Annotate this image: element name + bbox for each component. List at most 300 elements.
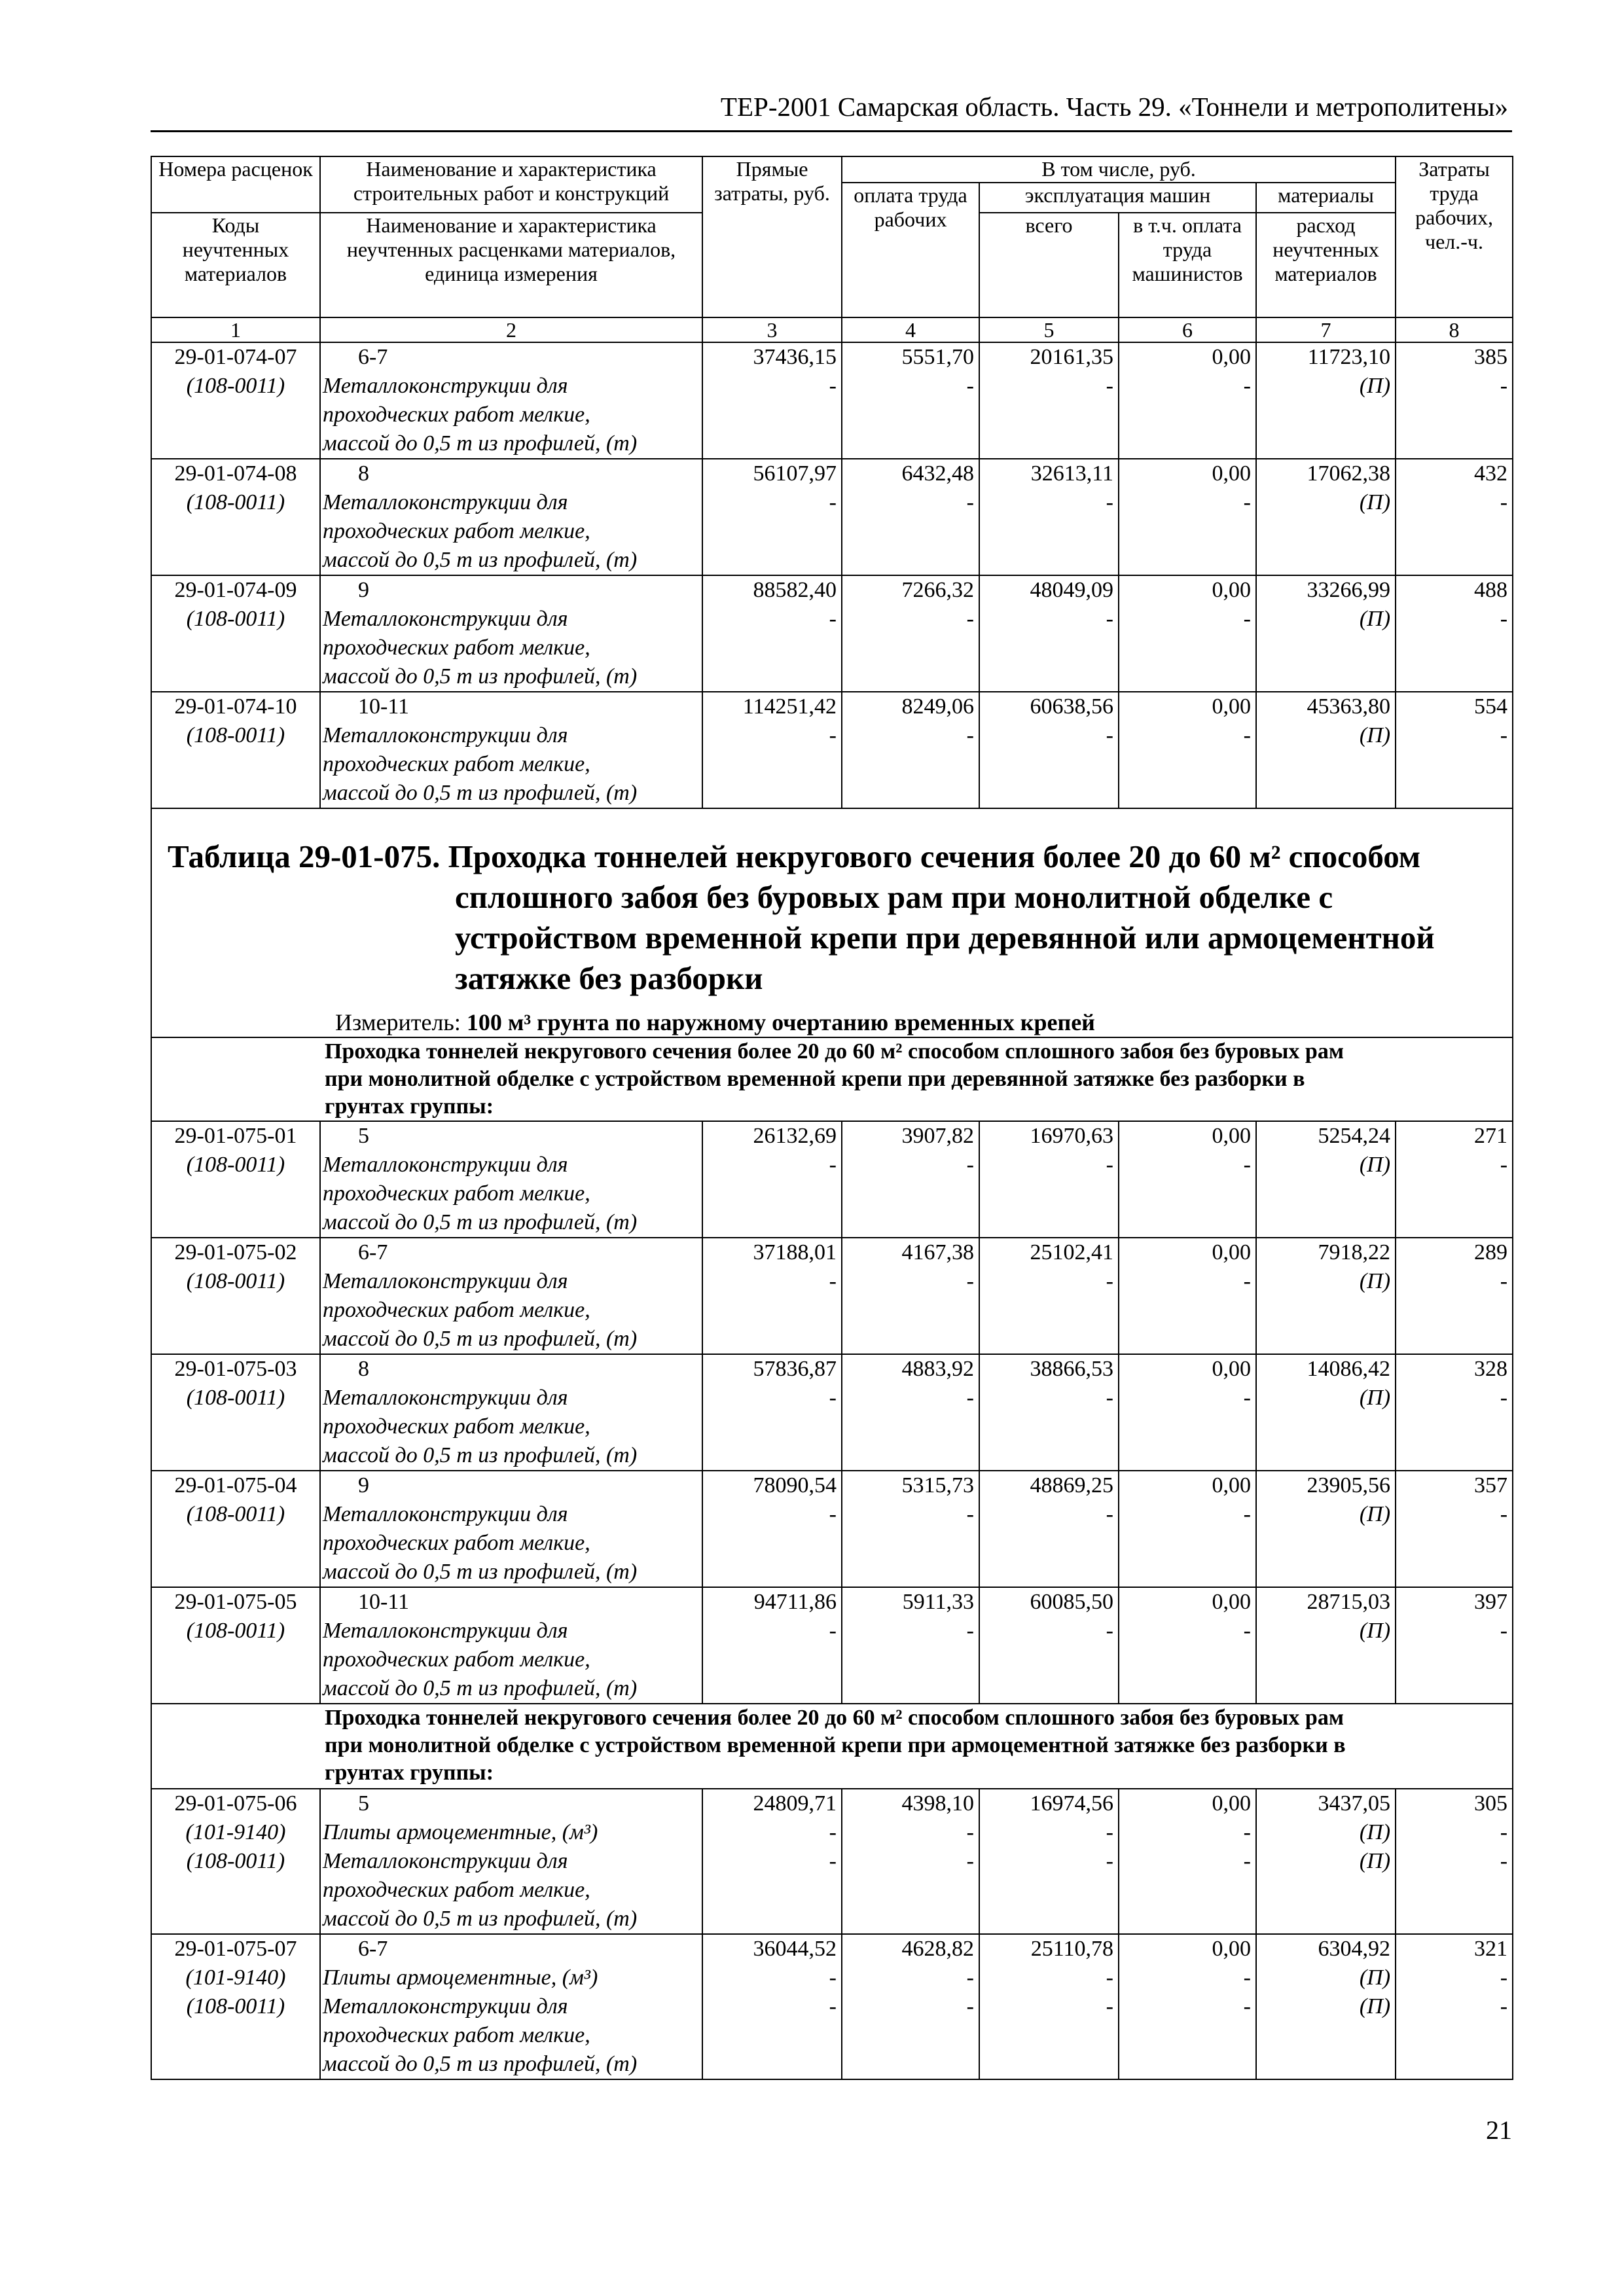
material-mark: (П) bbox=[1359, 1619, 1391, 1643]
direct-costs-cell bbox=[702, 1789, 842, 1934]
labor-hours-cell bbox=[1396, 1121, 1513, 1238]
header-including: В том числе, руб. bbox=[842, 156, 1396, 183]
direct-costs: 37188,01 bbox=[753, 1240, 837, 1265]
material-code: (108-0011) bbox=[186, 374, 285, 398]
material-mark: (П) bbox=[1359, 607, 1391, 631]
workers-wages: 4883,92 bbox=[901, 1357, 974, 1381]
labor-hours-cell bbox=[1396, 1789, 1513, 1934]
direct-costs: 114251,42 bbox=[742, 694, 837, 719]
material-mark: - bbox=[1500, 1820, 1508, 1844]
material-mark: (П) bbox=[1359, 1386, 1391, 1410]
machinists-wages: 0,00 bbox=[1212, 461, 1251, 486]
material-name: Металлоконструкции для bbox=[323, 1502, 568, 1526]
soil-group: 6-7 bbox=[358, 345, 388, 369]
machines-total: 48869,25 bbox=[1030, 1473, 1113, 1498]
material-mark: (П) bbox=[1359, 1849, 1391, 1873]
material-mark: - bbox=[966, 490, 974, 514]
material-mark: - bbox=[829, 1820, 837, 1844]
labor-hours: 397 bbox=[1474, 1590, 1508, 1614]
subsection-line: Проходка тоннелей некругового сечения более 20 до 60 м² способом сплошного забоя без буровых рам bbox=[325, 1039, 1344, 1064]
machines-total-cell bbox=[979, 575, 1119, 692]
rate-row bbox=[151, 1238, 1513, 1354]
material-mark: (П) bbox=[1359, 1502, 1391, 1526]
soil-group: 6-7 bbox=[358, 1240, 388, 1265]
material-name: проходческих работ мелкие, bbox=[323, 1298, 590, 1322]
material-mark: (П) bbox=[1359, 374, 1391, 398]
material-mark: (П) bbox=[1359, 723, 1391, 747]
material-mark: - bbox=[966, 1994, 974, 2018]
material-mark: - bbox=[1500, 1502, 1508, 1526]
subsection-heading bbox=[151, 1704, 1513, 1789]
workers-wages-cell bbox=[842, 1354, 979, 1471]
work-description-cell bbox=[320, 1121, 702, 1238]
machines-total-cell bbox=[979, 1934, 1119, 2079]
machines-total: 25102,41 bbox=[1030, 1240, 1113, 1265]
material-mark: - bbox=[1243, 1965, 1251, 1990]
machinists-wages: 0,00 bbox=[1212, 1124, 1251, 1148]
header-machines: эксплуатация машин bbox=[979, 183, 1256, 213]
measure-label: Измеритель: bbox=[335, 1009, 461, 1035]
machines-total: 16970,63 bbox=[1030, 1124, 1113, 1148]
material-mark: - bbox=[1243, 374, 1251, 398]
materials-cost-cell bbox=[1256, 1471, 1396, 1587]
labor-hours-cell bbox=[1396, 1934, 1513, 2079]
material-mark: - bbox=[966, 1849, 974, 1873]
material-mark: (П) bbox=[1359, 1820, 1391, 1844]
material-name: Металлоконструкции для bbox=[323, 490, 568, 514]
labor-hours-cell bbox=[1396, 692, 1513, 808]
workers-wages-cell bbox=[842, 575, 979, 692]
machinists-wages-cell bbox=[1119, 1354, 1256, 1471]
machinists-wages-cell bbox=[1119, 692, 1256, 808]
rate-row bbox=[151, 342, 1513, 459]
machines-total-cell bbox=[979, 1587, 1119, 1704]
material-mark: - bbox=[1106, 1849, 1113, 1873]
table-title-line: сплошного забоя без буровых рам при монолитной обделке с bbox=[455, 879, 1333, 915]
rate-row bbox=[151, 1789, 1513, 1934]
machines-total-cell bbox=[979, 1238, 1119, 1354]
rate-code-cell bbox=[151, 459, 320, 575]
material-mark: - bbox=[966, 1502, 974, 1526]
material-mark: - bbox=[1106, 1502, 1113, 1526]
table-title bbox=[152, 836, 1512, 999]
workers-wages: 8249,06 bbox=[901, 694, 974, 719]
material-mark: - bbox=[966, 723, 974, 747]
soil-group: 8 bbox=[358, 461, 369, 486]
direct-costs-cell bbox=[702, 575, 842, 692]
material-name: проходческих работ мелкие, bbox=[323, 1647, 590, 1672]
column-number: 7 bbox=[1256, 317, 1396, 342]
machinists-wages-cell bbox=[1119, 459, 1256, 575]
materials-cost-cell bbox=[1256, 1354, 1396, 1471]
direct-costs: 78090,54 bbox=[753, 1473, 837, 1498]
materials-cost: 28715,03 bbox=[1307, 1590, 1391, 1614]
rate-code: 29-01-074-10 bbox=[174, 694, 297, 719]
subsection-line: при монолитной обделке с устройством временной крепи при армоцементной затяжке без разборки в bbox=[325, 1733, 1346, 1757]
table-title-line: затяжке без разборки bbox=[455, 960, 763, 996]
header-machines-total: всего bbox=[979, 213, 1119, 317]
material-name: Металлоконструкции для bbox=[323, 723, 568, 747]
rate-code-cell bbox=[151, 575, 320, 692]
material-mark: - bbox=[1106, 1386, 1113, 1410]
labor-hours: 328 bbox=[1474, 1357, 1508, 1381]
workers-wages: 5315,73 bbox=[901, 1473, 974, 1498]
material-mark: - bbox=[1500, 723, 1508, 747]
material-mark: (П) bbox=[1359, 1994, 1391, 2018]
machines-total-cell bbox=[979, 1789, 1119, 1934]
materials-cost-cell bbox=[1256, 1789, 1396, 1934]
labor-hours: 271 bbox=[1474, 1124, 1508, 1148]
rate-code-cell bbox=[151, 1121, 320, 1238]
material-mark: - bbox=[829, 1502, 837, 1526]
material-name: Металлоконструкции для bbox=[323, 1269, 568, 1293]
labor-hours: 488 bbox=[1474, 578, 1508, 602]
direct-costs: 56107,97 bbox=[753, 461, 837, 486]
subsection-line: Проходка тоннелей некругового сечения более 20 до 60 м² способом сплошного забоя без буровых рам bbox=[325, 1706, 1344, 1730]
material-mark: - bbox=[1243, 1269, 1251, 1293]
material-mark: - bbox=[1243, 490, 1251, 514]
material-mark: - bbox=[1106, 1965, 1113, 1990]
soil-group: 10-11 bbox=[358, 694, 410, 719]
material-mark: - bbox=[966, 1820, 974, 1844]
machinists-wages: 0,00 bbox=[1212, 1240, 1251, 1265]
material-mark: (П) bbox=[1359, 490, 1391, 514]
material-mark: - bbox=[1243, 1502, 1251, 1526]
material-code: (108-0011) bbox=[186, 607, 285, 631]
machinists-wages-cell bbox=[1119, 1121, 1256, 1238]
rates-table bbox=[151, 156, 1513, 2080]
material-code: (108-0011) bbox=[186, 1619, 285, 1643]
materials-cost-cell bbox=[1256, 342, 1396, 459]
column-number: 4 bbox=[842, 317, 979, 342]
workers-wages: 7266,32 bbox=[901, 578, 974, 602]
material-mark: - bbox=[1106, 607, 1113, 631]
labor-hours-cell bbox=[1396, 1471, 1513, 1587]
material-name: массой до 0,5 т из профилей, (т) bbox=[323, 1327, 638, 1351]
labor-hours: 385 bbox=[1474, 345, 1508, 369]
material-code: (108-0011) bbox=[186, 1849, 285, 1873]
column-number: 5 bbox=[979, 317, 1119, 342]
material-mark: - bbox=[966, 1619, 974, 1643]
table-title-line: устройством временной крепи при деревянной или армоцементной bbox=[455, 920, 1435, 956]
materials-cost: 7918,22 bbox=[1318, 1240, 1391, 1265]
material-mark: - bbox=[1243, 1619, 1251, 1643]
materials-cost-cell bbox=[1256, 575, 1396, 692]
material-name: массой до 0,5 т из профилей, (т) bbox=[323, 1907, 638, 1931]
rate-code: 29-01-074-07 bbox=[174, 345, 297, 369]
machinists-wages-cell bbox=[1119, 575, 1256, 692]
material-mark: - bbox=[829, 1849, 837, 1873]
rate-row bbox=[151, 1587, 1513, 1704]
material-mark: (П) bbox=[1359, 1269, 1391, 1293]
labor-hours-cell bbox=[1396, 575, 1513, 692]
work-description-cell bbox=[320, 575, 702, 692]
machinists-wages-cell bbox=[1119, 1238, 1256, 1354]
materials-cost-cell bbox=[1256, 1238, 1396, 1354]
material-mark: - bbox=[1500, 1619, 1508, 1643]
machinists-wages-cell bbox=[1119, 1934, 1256, 2079]
rate-row bbox=[151, 459, 1513, 575]
material-name: проходческих работ мелкие, bbox=[323, 1181, 590, 1206]
material-name: массой до 0,5 т из профилей, (т) bbox=[323, 1560, 638, 1584]
direct-costs: 57836,87 bbox=[753, 1357, 837, 1381]
machinists-wages-cell bbox=[1119, 1789, 1256, 1934]
material-mark: - bbox=[1500, 1153, 1508, 1177]
machinists-wages: 0,00 bbox=[1212, 1937, 1251, 1961]
materials-cost: 5254,24 bbox=[1318, 1124, 1391, 1148]
header-direct-costs: Прямые затраты, руб. bbox=[702, 156, 842, 317]
material-mark: - bbox=[1243, 1849, 1251, 1873]
rate-code: 29-01-075-03 bbox=[174, 1357, 297, 1381]
materials-cost: 17062,38 bbox=[1307, 461, 1391, 486]
material-name: проходческих работ мелкие, bbox=[323, 752, 590, 776]
header-unaccounted-materials: расход неучтенных материалов bbox=[1256, 213, 1396, 317]
header-col2-top: Наименование и характеристика строительных работ и конструкций bbox=[320, 156, 702, 213]
material-mark: - bbox=[1500, 1849, 1508, 1873]
material-code: (101-9140) bbox=[185, 1820, 286, 1844]
machinists-wages: 0,00 bbox=[1212, 1473, 1251, 1498]
material-mark: - bbox=[1500, 1994, 1508, 2018]
material-mark: - bbox=[829, 1619, 837, 1643]
direct-costs-cell bbox=[702, 692, 842, 808]
material-code: (108-0011) bbox=[186, 1269, 285, 1293]
material-code: (101-9140) bbox=[185, 1965, 286, 1990]
material-mark: - bbox=[1243, 1994, 1251, 2018]
material-mark: - bbox=[966, 1965, 974, 1990]
rate-row bbox=[151, 1934, 1513, 2079]
table-title-row bbox=[151, 808, 1513, 1037]
material-name: массой до 0,5 т из профилей, (т) bbox=[323, 1443, 638, 1467]
material-name: Металлоконструкции для bbox=[323, 1994, 568, 2018]
machines-total: 16974,56 bbox=[1030, 1791, 1113, 1816]
soil-group: 9 bbox=[358, 1473, 369, 1498]
soil-group: 5 bbox=[358, 1124, 369, 1148]
workers-wages: 4167,38 bbox=[901, 1240, 974, 1265]
material-name: Металлоконструкции для bbox=[323, 374, 568, 398]
material-mark: - bbox=[1500, 1965, 1508, 1990]
labor-hours-cell bbox=[1396, 1238, 1513, 1354]
machines-total: 48049,09 bbox=[1030, 578, 1113, 602]
soil-group: 5 bbox=[358, 1791, 369, 1816]
header-col1-top: Номера расценок bbox=[151, 156, 320, 213]
material-mark: - bbox=[1106, 374, 1113, 398]
material-name: массой до 0,5 т из профилей, (т) bbox=[323, 548, 638, 572]
material-mark: - bbox=[966, 374, 974, 398]
rate-code-cell bbox=[151, 1789, 320, 1934]
material-name: проходческих работ мелкие, bbox=[323, 1531, 590, 1555]
material-mark: - bbox=[1243, 723, 1251, 747]
header-col2-bottom: Наименование и характеристика неучтенных расценками материалов, единица измерения bbox=[320, 213, 702, 317]
direct-costs-cell bbox=[702, 1587, 842, 1704]
material-mark: - bbox=[1243, 1386, 1251, 1410]
work-description-cell bbox=[320, 342, 702, 459]
material-name: Металлоконструкции для bbox=[323, 1386, 568, 1410]
material-mark: - bbox=[1106, 1619, 1113, 1643]
workers-wages: 4628,82 bbox=[901, 1937, 974, 1961]
machines-total-cell bbox=[979, 1354, 1119, 1471]
work-description-cell bbox=[320, 692, 702, 808]
rate-code-cell bbox=[151, 1354, 320, 1471]
machines-total: 32613,11 bbox=[1030, 461, 1113, 486]
labor-hours: 305 bbox=[1474, 1791, 1508, 1816]
work-description-cell bbox=[320, 1789, 702, 1934]
measure-value: 100 м³ грунта по наружному очертанию временных крепей bbox=[466, 1009, 1095, 1035]
workers-wages: 5911,33 bbox=[902, 1590, 974, 1614]
machines-total-cell bbox=[979, 342, 1119, 459]
workers-wages-cell bbox=[842, 1934, 979, 2079]
material-name: проходческих работ мелкие, bbox=[323, 2023, 590, 2047]
material-name: проходческих работ мелкие, bbox=[323, 519, 590, 543]
materials-cost-cell bbox=[1256, 692, 1396, 808]
materials-cost: 33266,99 bbox=[1307, 578, 1391, 602]
labor-hours-cell bbox=[1396, 1587, 1513, 1704]
material-mark: - bbox=[1106, 1153, 1113, 1177]
machines-total-cell bbox=[979, 1471, 1119, 1587]
material-mark: - bbox=[1243, 607, 1251, 631]
material-mark: - bbox=[1500, 1386, 1508, 1410]
direct-costs-cell bbox=[702, 342, 842, 459]
material-mark: - bbox=[829, 374, 837, 398]
direct-costs-cell bbox=[702, 1354, 842, 1471]
materials-cost: 14086,42 bbox=[1307, 1357, 1391, 1381]
material-mark: (П) bbox=[1359, 1153, 1391, 1177]
material-mark: - bbox=[1106, 723, 1113, 747]
material-mark: - bbox=[966, 1269, 974, 1293]
material-name: массой до 0,5 т из профилей, (т) bbox=[323, 1210, 638, 1234]
labor-hours: 432 bbox=[1474, 461, 1508, 486]
material-mark: - bbox=[1243, 1153, 1251, 1177]
material-mark: - bbox=[966, 1153, 974, 1177]
materials-cost-cell bbox=[1256, 1121, 1396, 1238]
header-col1-bottom: Коды неучтенных материалов bbox=[151, 213, 320, 317]
labor-hours-cell bbox=[1396, 1354, 1513, 1471]
material-mark: - bbox=[829, 607, 837, 631]
material-name: Металлоконструкции для bbox=[323, 1619, 568, 1643]
machines-total-cell bbox=[979, 459, 1119, 575]
machinists-wages: 0,00 bbox=[1212, 1590, 1251, 1614]
column-number: 2 bbox=[320, 317, 702, 342]
material-name: Плиты армоцементные, (м³) bbox=[323, 1820, 598, 1844]
workers-wages: 4398,10 bbox=[901, 1791, 974, 1816]
header-rule bbox=[151, 130, 1512, 132]
material-mark: - bbox=[966, 1386, 974, 1410]
machinists-wages-cell bbox=[1119, 342, 1256, 459]
machines-total-cell bbox=[979, 1121, 1119, 1238]
direct-costs-cell bbox=[702, 1121, 842, 1238]
material-name: Металлоконструкции для bbox=[323, 1153, 568, 1177]
machines-total: 25110,78 bbox=[1030, 1937, 1113, 1961]
material-mark: - bbox=[829, 1994, 837, 2018]
soil-group: 10-11 bbox=[358, 1590, 410, 1614]
direct-costs-cell bbox=[702, 1934, 842, 2079]
column-number: 1 bbox=[151, 317, 320, 342]
rate-code-cell bbox=[151, 1471, 320, 1587]
soil-group: 6-7 bbox=[358, 1937, 388, 1961]
column-number: 6 bbox=[1119, 317, 1256, 342]
material-mark: - bbox=[829, 1269, 837, 1293]
workers-wages-cell bbox=[842, 1587, 979, 1704]
materials-cost: 45363,80 bbox=[1307, 694, 1391, 719]
soil-group: 8 bbox=[358, 1357, 369, 1381]
material-mark: - bbox=[1500, 490, 1508, 514]
material-mark: - bbox=[1500, 374, 1508, 398]
materials-cost: 23905,56 bbox=[1307, 1473, 1391, 1498]
subsection-line: при монолитной обделке с устройством временной крепи при деревянной затяжке без разборки в bbox=[325, 1067, 1305, 1091]
direct-costs: 37436,15 bbox=[753, 345, 837, 369]
rate-code-cell bbox=[151, 1238, 320, 1354]
machinists-wages: 0,00 bbox=[1212, 694, 1251, 719]
material-mark: - bbox=[1500, 1269, 1508, 1293]
machines-total: 60638,56 bbox=[1030, 694, 1113, 719]
material-mark: - bbox=[829, 1153, 837, 1177]
labor-hours-cell bbox=[1396, 459, 1513, 575]
material-mark: - bbox=[1243, 1820, 1251, 1844]
work-description-cell bbox=[320, 1238, 702, 1354]
machinists-wages: 0,00 bbox=[1212, 345, 1251, 369]
rate-code-cell bbox=[151, 1934, 320, 2079]
material-name: проходческих работ мелкие, bbox=[323, 403, 590, 427]
rate-code-cell bbox=[151, 342, 320, 459]
rate-code: 29-01-075-06 bbox=[174, 1791, 297, 1816]
work-description-cell bbox=[320, 1471, 702, 1587]
material-name: проходческих работ мелкие, bbox=[323, 1878, 590, 1902]
column-number: 3 bbox=[702, 317, 842, 342]
material-mark: - bbox=[829, 723, 837, 747]
soil-group: 9 bbox=[358, 578, 369, 602]
material-mark: - bbox=[1106, 490, 1113, 514]
work-description-cell bbox=[320, 1354, 702, 1471]
material-name: проходческих работ мелкие, bbox=[323, 1414, 590, 1439]
machinists-wages: 0,00 bbox=[1212, 1357, 1251, 1381]
rate-row bbox=[151, 575, 1513, 692]
workers-wages-cell bbox=[842, 1121, 979, 1238]
labor-hours: 321 bbox=[1474, 1937, 1508, 1961]
direct-costs-cell bbox=[702, 1238, 842, 1354]
workers-wages-cell bbox=[842, 1471, 979, 1587]
header-labor: Затраты труда рабочих, чел.-ч. bbox=[1396, 156, 1513, 317]
direct-costs: 88582,40 bbox=[753, 578, 837, 602]
work-description-cell bbox=[320, 1934, 702, 2079]
material-name: массой до 0,5 т из профилей, (т) bbox=[323, 1676, 638, 1700]
labor-hours: 554 bbox=[1474, 694, 1508, 719]
direct-costs-cell bbox=[702, 1471, 842, 1587]
materials-cost-cell bbox=[1256, 1934, 1396, 2079]
subsection-heading bbox=[151, 1037, 1513, 1121]
subsection-line: грунтах группы: bbox=[325, 1761, 494, 1785]
workers-wages-cell bbox=[842, 1789, 979, 1934]
rate-row bbox=[151, 1354, 1513, 1471]
rate-code: 29-01-074-08 bbox=[174, 461, 297, 486]
rate-row bbox=[151, 692, 1513, 808]
labor-hours-cell bbox=[1396, 342, 1513, 459]
material-code: (108-0011) bbox=[186, 1994, 285, 2018]
material-mark: - bbox=[966, 607, 974, 631]
materials-cost-cell bbox=[1256, 459, 1396, 575]
material-code: (108-0011) bbox=[186, 1386, 285, 1410]
material-mark: - bbox=[829, 1965, 837, 1990]
work-description-cell bbox=[320, 459, 702, 575]
header-materials: материалы bbox=[1256, 183, 1396, 213]
rate-code: 29-01-075-02 bbox=[174, 1240, 297, 1265]
work-description-cell bbox=[320, 1587, 702, 1704]
running-title: ТЕР-2001 Самарская область. Часть 29. «Тоннели и метрополитены» bbox=[720, 92, 1508, 122]
workers-wages-cell bbox=[842, 1238, 979, 1354]
workers-wages: 6432,48 bbox=[901, 461, 974, 486]
machinists-wages-cell bbox=[1119, 1587, 1256, 1704]
rate-code: 29-01-075-07 bbox=[174, 1937, 297, 1961]
material-mark: (П) bbox=[1359, 1965, 1391, 1990]
workers-wages: 3907,82 bbox=[901, 1124, 974, 1148]
